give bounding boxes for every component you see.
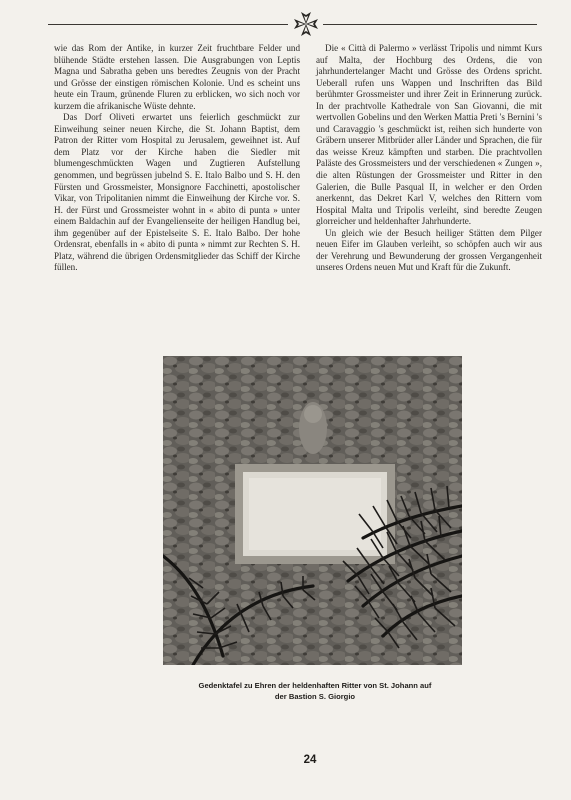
right-column: [316, 43, 542, 274]
photo-caption: [150, 680, 480, 702]
right-paragraph-2: Un gleich wie der Besuch heiliger Stätten dem Pilger neuen Eifer im Glauben verleiht, so schöpfen auch wir aus der Verehrung und Bewunderung der grossen Vergangenheit unseres Ordens neuen Mut und Kraft für die Zukunft.: [316, 227, 542, 273]
header-rule-left: [48, 24, 288, 25]
left-column: [54, 43, 300, 274]
left-paragraph-1: wie das Rom der Antike, in kurzer Zeit fruchtbare Felder und blühende Städte erstehen lassen. Die Ausgrabungen von Leptis Magna und Sabratha geben uns beredtes Zeugnis von der Pracht und Grösse der einstigen römischen Kolonie. Und es scheint uns heute ein Traum, grünende Fluren zu erblicken, wo sich noch vor kurzem die afrikanische Wüste dehnte.: [54, 43, 300, 111]
maltese-cross-icon: [292, 10, 320, 38]
caption-line-1: Gedenktafel zu Ehren der heldenhaften Ritter von St. Johann auf: [198, 681, 432, 690]
caption-line-2: der Bastion S. Giorgio: [274, 692, 356, 701]
header-rule-right: [323, 24, 537, 25]
right-paragraph-1: Die « Città di Palermo » verlässt Tripolis und nimmt Kurs auf Malta, der Hochburg des Ordens, die von jahrhundertelanger Macht und Grösse des Ordens spricht. Ueberall rufen uns Wappen und Inschriften das Bild berühmter Grossmeister und ihrer Zeit in Erinnerung zurück. In der prachtvolle Kathedrale von San Giovanni, die mit wertvollen Gobelins und den Werken Mattia Preti 's Bernini 's und Caravaggio 's geschmückt ist, reihen sich hunderte von Gräbern unserer Mitbrüder aller Länder und Sprachen, die für das weisse Kreuz kämpften und starben. Die prachtvollen Paläste des Grossmeisters und der verschiedenen « Zungen », die alten Rüstungen der Grossmeister und Ritter in den Galerien, die Bulle Pasqual II, in welcher er den Orden anerkennt, das Dekret Karl V, welches den Rittern vom Hospital Malta und Tripolis verleiht, sind beredte Zeugen glorreicher und heldenhafter Jahrhunderte.: [316, 43, 542, 227]
left-paragraph-2: Das Dorf Oliveti erwartet uns feierlich geschmückt zur Einweihung seiner neuen Kirche, die St. Johann Baptist, dem Patron der Ritter vom Hospital zu Jerusalem, geweihnet ist. Auf dem Platz vor der Kirche haben die Siedler mit blumengeschmückten Wagen und Zugtieren Aufstellung genommen, und begrüssen jubelnd S. E. Italo Balbo und S. H. den Fürsten und Grossmeister, Monsignore Facchinetti, apostolischer Vikar, von Tripolitanien nimmt die Einweihung der Kirche vor. S. H. der Fürst und Grossmeister wohnt in « abito di punta » unter einem Baldachin auf der Evangelienseite der heiligen Handlug bei, ihm gegenüber auf der Epistelseite S. E. Italo Balbo. Der hohe Ordensrat, ebenfalls in « abito di punta » nimmt zur Rechten S. H. Platz, während die übrigen Ordensmitglieder das Schiff der Kirche füllen.: [54, 112, 300, 273]
page-number: 24: [303, 754, 317, 766]
memorial-plaque-photo: [163, 356, 462, 665]
